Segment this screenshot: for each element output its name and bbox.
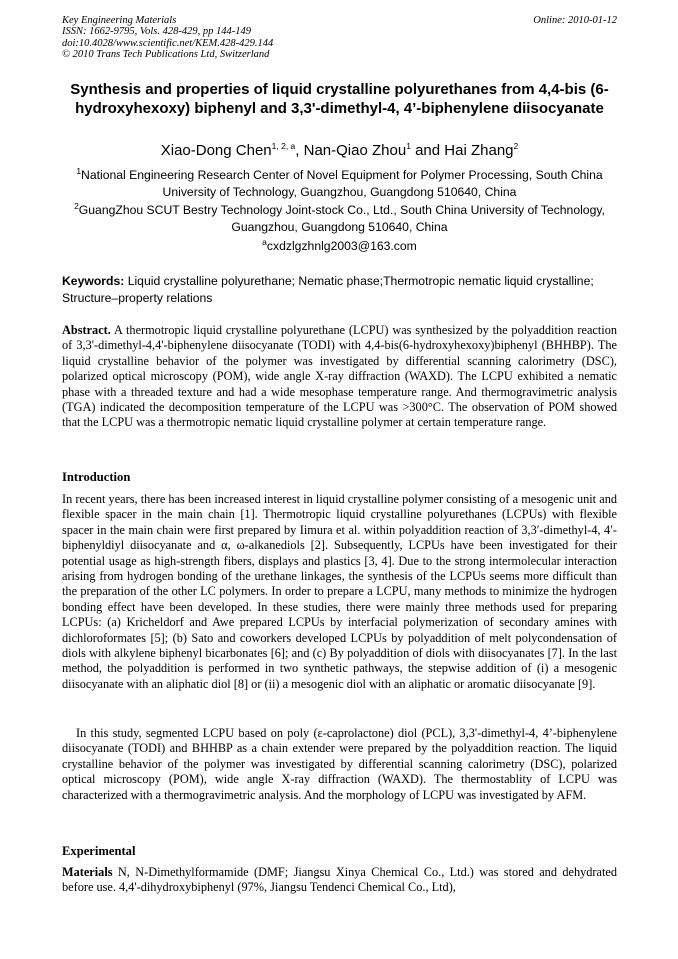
- materials-text: N, N-Dimethylformamide (DMF; Jiangsu Xinya Chemical Co., Ltd.) was stored and dehydrated before use. 4,4'-dihydroxybiphenyl (97%, Jiangsu Tendenci Chemical Co., Ltd),: [62, 865, 617, 895]
- author-list: [62, 140, 617, 162]
- abstract-text: A thermotropic liquid crystalline polyurethane (LCPU) was synthesized by the polyaddition reaction of 3,3'-dimethyl-4,4'-biphenylene diisocyanate (TODI) with 4,4-bis(6-hydroxyhexoxy)biphenyl (BHHBP). The liquid crystalline behavior of the polymer was investigated by differential scanning calorimetry (DSC), polarized optical microscopy (POM), wide angle X-ray diffraction (WAXD). The LCPU exhibited a nematic phase with a threaded texture and had a wide mesophase temperature range. And thermogravimetric analysis (TGA) indicated the decomposition temperature of the LCPU was >300°C. The observation of POM showed that the LCPU was a thermotropic nematic liquid crystalline polymer at certain temperature range.: [62, 323, 617, 430]
- copyright-line: © 2010 Trans Tech Publications Ltd, Switzerland: [62, 49, 270, 61]
- author-name: Hai Zhang: [444, 142, 514, 159]
- paper-title: Synthesis and properties of liquid crystalline polyurethanes from 4,4-bis (6-hydroxyhexoxy) biphenyl and 3,3'-dimethyl-4, 4’-biphenylene diisocyanate: [70, 81, 609, 117]
- affiliation-mark: 2: [74, 200, 79, 211]
- materials-label: Materials: [62, 865, 113, 879]
- experimental-heading: Experimental: [62, 844, 136, 858]
- doi-line: doi:10.4028/www.scientific.net/KEM.428-429.144: [62, 37, 274, 49]
- author-name: Nan-Qiao Zhou: [303, 142, 407, 159]
- keywords-text: Liquid crystalline polyurethane; Nematic phase;Thermotropic nematic liquid crystalline; Structure–property relations: [62, 274, 594, 305]
- affiliation-2: [62, 202, 617, 236]
- author-affiliation-mark: 1: [406, 141, 411, 151]
- contact-email: [62, 238, 617, 255]
- introduction-paragraph-1: In recent years, there has been increased interest in liquid crystalline polymer consisting of a mesogenic unit and flexible spacer in the main chain [1]. Thermotropic liquid crystalline polyurethanes (LCPUs) with flexible spacer in the main chain were first prepared by Iimura et al. within polyaddition reaction of 3,3′-dimethyl-4, 4′-biphenyldiyl diisocyanate and α, ω-alkanediols [2]. Subsequently, LCPUs have been investigated for their potential usage as high-strength fibers, displays and plastics [3, 4]. Due to the strong intermolecular interaction arising from hydrogen bonding of the urethane linkages, the synthesis of the LCPUs seems more difficult than the preparation of the other LC polymers. In order to prepare a LCPU, many methods to minimize the hydrogen bonding effect have been developed. In these studies, there were mainly three methods used for preparing LCPUs: (a) Kricheldorf and Awe prepared LCPUs by interfacial polymerization of secondary amines with dichloroformates [5]; (b) Sato and coworkers developed LCPUs by polyaddition of melt polycondensation of diols with alkylene biphenyl bicarbonates [6]; and (c) By polyaddition of diols with diisocyanates [7]. In the last method, the polyaddition is performed in two synthetic pathways, the stepwise addition of (i) a mesogenic diisocyanate with an aliphatic diol [8] or (ii) a mesogenic diol with an aliphatic or aromatic diisocyanate [9].: [62, 492, 617, 691]
- keywords-block: [62, 273, 617, 306]
- journal-name: Key Engineering Materials: [62, 15, 177, 26]
- author-affiliation-mark: 2: [513, 141, 519, 151]
- author-separator: ,: [295, 142, 304, 159]
- email-address: cxdzlgzhnlg2003@163.com: [266, 239, 417, 253]
- experimental-paragraph: [62, 865, 617, 896]
- online-date: Online: 2010-01-12: [533, 15, 617, 26]
- abstract-label: Abstract.: [62, 323, 111, 337]
- affiliation-1: [62, 167, 617, 201]
- affiliation-text: National Engineering Research Center of Novel Equipment for Polymer Processing, South China University of Technology, Guangzhou, Guangdong 510640, China: [81, 168, 603, 199]
- abstract-paragraph: [62, 323, 617, 431]
- issn-line: ISSN: 1662-9795, Vols. 428-429, pp 144-149: [62, 26, 251, 38]
- author-name: Xiao-Dong Chen: [160, 142, 272, 159]
- author-affiliation-mark: 1, 2, a: [271, 141, 296, 151]
- affiliation-mark: 1: [76, 165, 82, 176]
- keywords-label: Keywords:: [62, 274, 125, 288]
- journal-header: [62, 15, 617, 61]
- email-mark: a: [262, 236, 267, 247]
- affiliation-text: GuangZhou SCUT Bestry Technology Joint-stock Co., Ltd., South China University of Technology, Guangzhou, Guangdong 510640, China: [78, 203, 605, 234]
- introduction-paragraph-2: In this study, segmented LCPU based on poly (ε-caprolactone) diol (PCL), 3,3'-dimethyl-4, 4’-biphenylene diisocyanate (TODI) and BHHBP as a chain extender were prepared by the polyaddition reaction. The liquid crystalline behavior of the polymer was investigated by differential scanning calorimetry (DSC), polarized optical microscopy (POM), wide angle X-ray diffraction (WAXD). The thermostablity of LCPU was characterized with a thermogravimetric analysis. And the morphology of LCPU was investigated by AFM.: [62, 726, 617, 802]
- introduction-heading: Introduction: [62, 470, 131, 484]
- author-separator: and: [410, 142, 445, 159]
